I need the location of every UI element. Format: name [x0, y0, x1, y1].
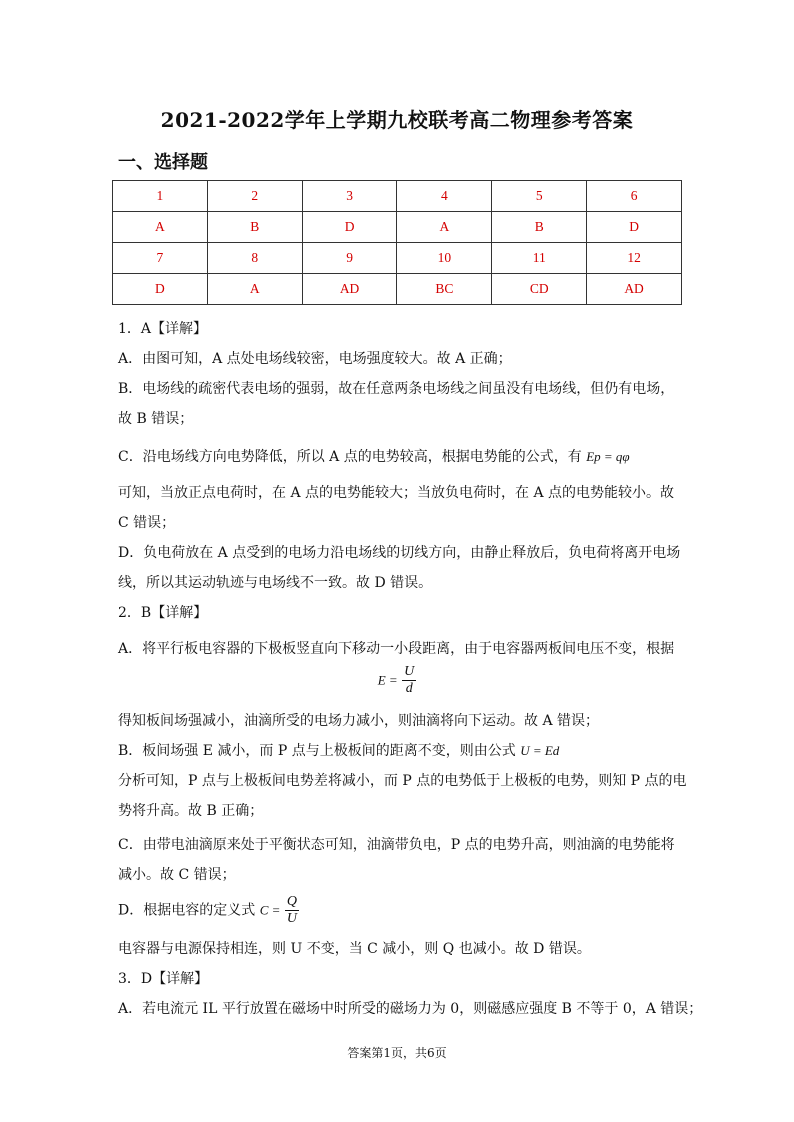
q2-option-d-lhs: C = — [259, 902, 281, 918]
answer-table-cell: AD — [587, 274, 682, 305]
answer-table-cell: D — [587, 212, 682, 243]
q2-header: 2．B【详解】 — [118, 605, 208, 621]
q2-option-d-den: U — [286, 911, 297, 926]
q2-formula-lhs: E = — [377, 672, 398, 688]
answer-table-cell: 7 — [113, 243, 208, 274]
q1-option-c-line1 — [118, 446, 630, 466]
q2-fraction — [402, 664, 416, 697]
q2-formula-e — [0, 664, 794, 697]
answer-table-cell: 3 — [302, 181, 397, 212]
answer-table-cell: 4 — [397, 181, 492, 212]
q2-option-d-text: D．根据电容的定义式 — [118, 902, 256, 919]
answer-table-cell: 1 — [113, 181, 208, 212]
answer-table-cell: D — [302, 212, 397, 243]
q2-fraction-den: d — [405, 681, 413, 696]
answer-table-cell: 11 — [492, 243, 587, 274]
answer-table-cell: 6 — [587, 181, 682, 212]
answer-table — [112, 180, 682, 305]
answer-table-cell: 10 — [397, 243, 492, 274]
answer-table-cell: 9 — [302, 243, 397, 274]
q2-option-c-line2: 减小。故 C 错误； — [118, 867, 236, 883]
answer-table-cell: 12 — [587, 243, 682, 274]
q1-option-d-line1: D．负电荷放在 A 点受到的电场力沿电场线的切线方向，由静止释放后，负电荷将离开电场 — [118, 545, 681, 561]
q3-header: 3．D【详解】 — [118, 971, 209, 987]
q1-option-a: A．由图可知，A 点处电场线较密，电场强度较大。故 A 正确； — [118, 351, 512, 367]
answer-table-cell: D — [113, 274, 208, 305]
answer-table-row — [113, 274, 682, 305]
answer-table-row — [113, 212, 682, 243]
answer-table-row — [113, 181, 682, 212]
answer-table-cell: 2 — [207, 181, 302, 212]
answer-table-row — [113, 243, 682, 274]
answer-table-cell: 8 — [207, 243, 302, 274]
section-heading: 一、选择题 — [118, 152, 208, 173]
q2-fraction-num: U — [404, 664, 415, 679]
q1-option-b-line2: 故 B 错误； — [118, 411, 194, 427]
q2-option-d-fraction — [285, 894, 299, 927]
q2-option-b-line3: 势将升高。故 B 正确； — [118, 803, 264, 819]
q2-option-b-line1 — [118, 740, 559, 760]
page-title: 2021-2022学年上学期九校联考高二物理参考答案 — [160, 108, 634, 132]
answer-table-cell: A — [397, 212, 492, 243]
page-footer: 答案第1页，共6页 — [347, 1046, 447, 1060]
q1-option-c-line3: C 错误； — [118, 515, 176, 531]
q3-option-a: A．若电流元 IL 平行放置在磁场中时所受的磁场力为 0，则磁感应强度 B 不等于 0，A 错误； — [118, 1001, 703, 1017]
q2-option-d-num: Q — [286, 894, 297, 909]
q2-option-d-line1 — [118, 894, 299, 927]
q1-option-b-line1: B．电场线的疏密代表电场的强弱，故在任意两条电场线之间虽没有电场线，但仍有电场， — [118, 381, 675, 397]
q1-option-c-text: C．沿电场线方向电势降低，所以 A 点的电势较高，根据电势能的公式，有 — [118, 449, 582, 465]
answer-table-cell: CD — [492, 274, 587, 305]
answer-table-cell: AD — [302, 274, 397, 305]
q2-option-a-line2: 得知板间场强减小，油滴所受的电场力减小，则油滴将向下运动。故 A 错误； — [118, 713, 600, 729]
q2-option-b-formula: U = Ed — [520, 743, 560, 758]
q2-option-b-line2: 分析可知，P 点与上极板间电势差将减小，而 P 点的电势低于上极板的电势，则知 P 点的电 — [118, 773, 687, 789]
answer-table-cell: BC — [397, 274, 492, 305]
answer-table-cell: 5 — [492, 181, 587, 212]
q1-option-c-line2: 可知，当放正点电荷时，在 A 点的电势能较大；当放负电荷时，在 A 点的电势能较小。故 — [118, 485, 675, 501]
answer-table-cell: B — [492, 212, 587, 243]
q1-option-c-formula: Ep = qφ — [586, 449, 630, 464]
q2-option-c-line1: C．由带电油滴原来处于平衡状态可知，油滴带负电，P 点的电势升高，则油滴的电势能将 — [118, 837, 675, 853]
answer-table-cell: B — [207, 212, 302, 243]
answer-table-cell: A — [207, 274, 302, 305]
q1-option-d-line2: 线，所以其运动轨迹与电场线不一致。故 D 错误。 — [118, 575, 433, 591]
q2-option-d-line2: 电容器与电源保持相连，则 U 不变，当 C 减小，则 Q 也减小。故 D 错误。 — [118, 941, 591, 957]
answer-table-cell: A — [113, 212, 208, 243]
q2-option-b-text: B．板间场强 E 减小，而 P 点与上极板间的距离不变，则由公式 — [118, 743, 516, 759]
q2-option-a-line1: A．将平行板电容器的下极板竖直向下移动一小段距离，由于电容器两板间电压不变，根据 — [118, 641, 675, 657]
q1-header: 1．A【详解】 — [118, 321, 208, 337]
